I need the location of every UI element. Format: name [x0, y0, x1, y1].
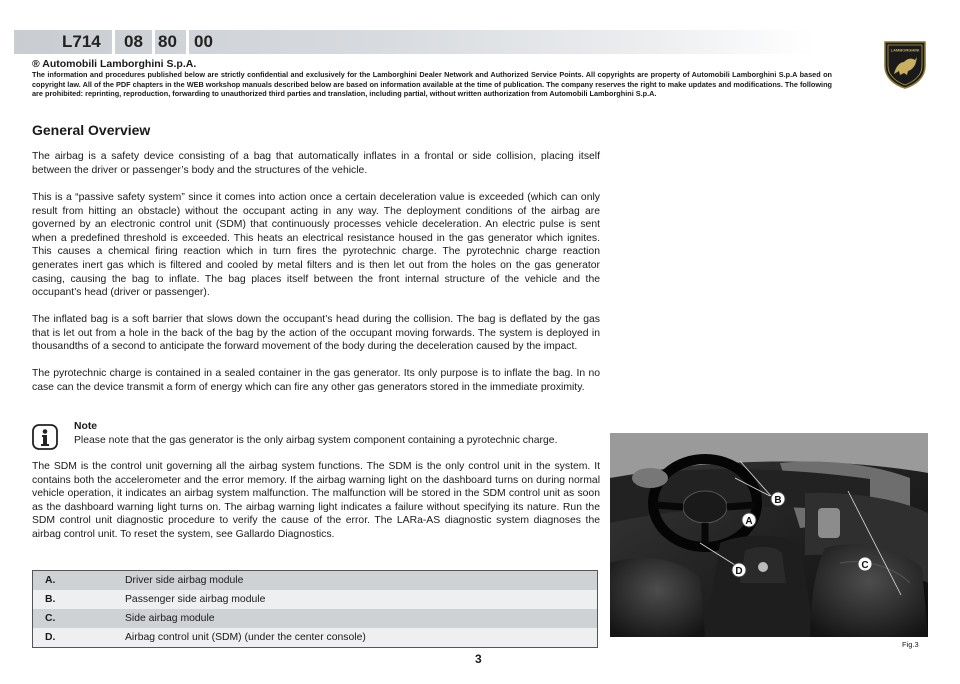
callout-c [858, 557, 872, 571]
paragraph-pyrotechnic: The pyrotechnic charge is contained in a sealed container in the gas generator. Its only purpose is to inflate the bag. In no case can the device transmit a form of energy which can fire any other gas generators stored in the immediate proximity. [32, 368, 600, 393]
table-row [33, 590, 598, 609]
copyright-title: ® Automobili Lamborghini S.p.A. [32, 58, 197, 70]
doc-code-section: 80 [158, 32, 177, 51]
legend-label: Airbag control unit (SDM) (under the center console) [125, 628, 598, 648]
doc-code-group: 08 [124, 32, 143, 51]
copyright-notice [32, 58, 832, 99]
callout-b [771, 492, 785, 506]
paragraph-passive-safety: This is a “passive safety system” since it comes into action once a certain deceleration value is exceeded (which can only result from hitting an obstacle) without the occupant acting in any way. The deployment conditions of the airbag are governed by an electronic control unit (SDM) that continuously processes vehicle deceleration. An electric pulse is sent when a predefined threshold is exceeded. This heats an electrical resistance housed in the gas generator which ignites. This causes a chemical firing reaction which in turn fires the pyrotechnic charge. The pyrotechnic charge reaction generates inert gas which is filtered and cooled by metal filters and is then let out from the holes on the gas generator casing, causing the bag to inflate. The bag places itself between the front internal structure of the vehicle and the occupant’s head (driver or passenger). [32, 192, 600, 299]
figure-label: Fig.3 [902, 640, 919, 649]
svg-text:C: C [861, 560, 869, 571]
legend-key: A. [33, 571, 126, 591]
legend-label: Passenger side airbag module [125, 590, 598, 609]
table-row [33, 571, 598, 591]
lamborghini-shield-logo [882, 40, 928, 90]
note-text: Please note that the gas generator is the only airbag system component containing a pyrotechnic charge. [74, 435, 558, 446]
paragraph-inflated-bag: The inflated bag is a soft barrier that slows down the occupant’s head during the collision. The bag is deflated by the gas that is let out from a hole in the back of the bag by the action of the occupant moving forwards. The system is deployed in thousandths of a second to anticipate the forward movement of the body during the deceleration caused by the impact. [32, 314, 600, 353]
header-separator [152, 30, 155, 54]
info-icon [32, 424, 58, 450]
header-separator [112, 30, 115, 54]
legend-table [32, 570, 598, 648]
legend-label: Side airbag module [125, 609, 598, 628]
header-separator [186, 30, 189, 54]
callout-a [742, 513, 756, 527]
section-title: General Overview [32, 122, 151, 138]
svg-text:B: B [774, 495, 782, 506]
table-row [33, 609, 598, 628]
note-title: Note [74, 421, 98, 432]
svg-text:D: D [735, 566, 743, 577]
table-row [33, 628, 598, 648]
paragraph-intro: The airbag is a safety device consisting of a bag that automatically inflates in a frontal or side collision, placing itself between the driver or passenger’s body and the structures of the vehicle. [32, 151, 600, 176]
legend-key: D. [33, 628, 126, 648]
copyright-body: The information and procedures published below are strictly confidential and exclusively for the Lamborghini Dealer Network and Authorized Service Points. All copyrights are property of Automobili Lamborghini S.p.A based on copyright law. All of the PDF chapters in the WEB workshop manuals described below are based on information available at the time of publication. The company reserves the right to make updates and modifications. The following are prohibited: reprinting, reproduction, forwarding to unauthorized third parties and translation, including partial, without written authorization from Automobili Lamborghini S.p.A. [32, 70, 832, 99]
doc-code-sub: 00 [194, 32, 213, 51]
callout-d [732, 563, 746, 577]
doc-code-model: L714 [62, 32, 101, 51]
page-number: 3 [475, 652, 482, 666]
car-interior-figure [610, 433, 928, 637]
legend-key: B. [33, 590, 126, 609]
logo-text: LAMBORGHINI [890, 47, 920, 53]
svg-text:A: A [745, 516, 753, 527]
paragraph-sdm: The SDM is the control unit governing all the airbag system functions. The SDM is the only control unit in the system. It contains both the accelerometer and the error memory. If the airbag warning light on the dashboard turns on during normal vehicle operation, it indicates an airbag system malfunction. The malfunction will be stored in the SDM control unit as soon as the dashboard warning light turns on. The airbag warning light indicates a failure without specifying its nature. Run the SDM control unit diagnostic procedure to verify the cause of the error. The LARa-AS diagnostic system diagnoses the airbag control unit. To reset the system, see Gallardo Diagnostics. [32, 461, 600, 540]
legend-label: Driver side airbag module [125, 571, 598, 591]
legend-key: C. [33, 609, 126, 628]
